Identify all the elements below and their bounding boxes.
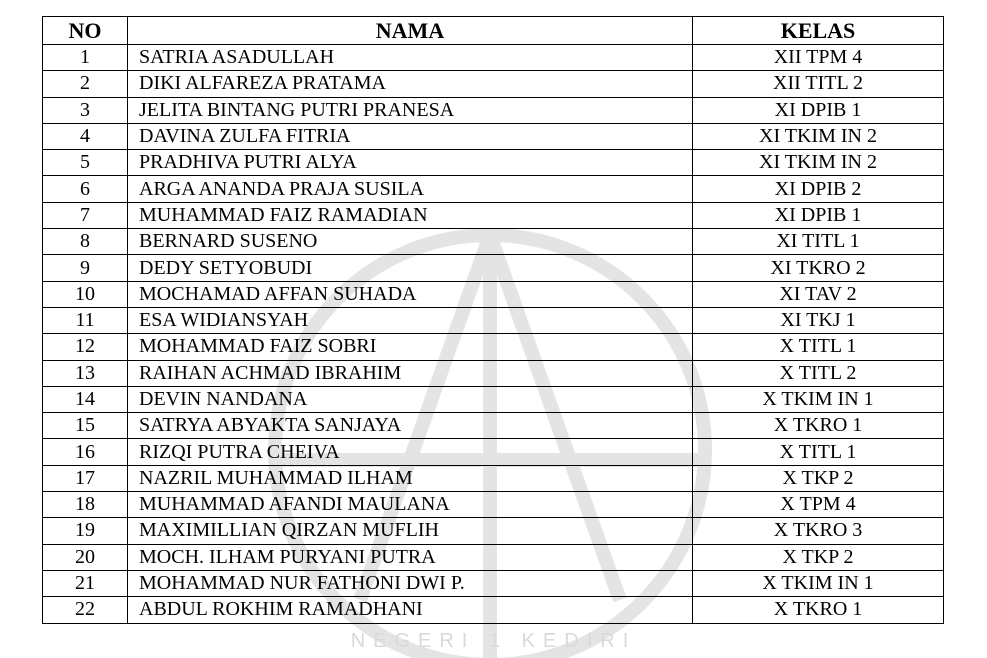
table-row [43, 439, 944, 465]
cell-nama: NAZRIL MUHAMMAD ILHAM [128, 465, 693, 491]
cell-nama: JELITA BINTANG PUTRI PRANESA [128, 97, 693, 123]
cell-nama: RAIHAN ACHMAD IBRAHIM [128, 360, 693, 386]
table-row [43, 413, 944, 439]
cell-kelas: XII TITL 2 [693, 71, 944, 97]
cell-no: 20 [43, 544, 128, 570]
cell-kelas: XII TPM 4 [693, 45, 944, 71]
cell-kelas: X TITL 1 [693, 334, 944, 360]
cell-nama: PRADHIVA PUTRI ALYA [128, 150, 693, 176]
table-row [43, 334, 944, 360]
table-row [43, 465, 944, 491]
cell-kelas: X TKP 2 [693, 544, 944, 570]
cell-kelas: X TPM 4 [693, 492, 944, 518]
header-kelas: KELAS [693, 17, 944, 45]
table-row [43, 71, 944, 97]
table-row [43, 229, 944, 255]
cell-no: 2 [43, 71, 128, 97]
cell-no: 17 [43, 465, 128, 491]
cell-kelas: X TKIM IN 1 [693, 386, 944, 412]
table-row [43, 255, 944, 281]
cell-no: 13 [43, 360, 128, 386]
table-row [43, 150, 944, 176]
table-row [43, 360, 944, 386]
cell-no: 15 [43, 413, 128, 439]
cell-kelas: XI TKIM IN 2 [693, 150, 944, 176]
student-table [42, 16, 944, 624]
table-row [43, 97, 944, 123]
cell-kelas: XI TKJ 1 [693, 307, 944, 333]
table-row [43, 202, 944, 228]
cell-kelas: X TKP 2 [693, 465, 944, 491]
cell-kelas: X TITL 2 [693, 360, 944, 386]
cell-no: 22 [43, 597, 128, 623]
cell-kelas: XI DPIB 1 [693, 202, 944, 228]
cell-no: 19 [43, 518, 128, 544]
cell-kelas: XI TKRO 2 [693, 255, 944, 281]
cell-kelas: XI DPIB 2 [693, 176, 944, 202]
cell-nama: MUHAMMAD FAIZ RAMADIAN [128, 202, 693, 228]
table-header-row [43, 17, 944, 45]
cell-no: 11 [43, 307, 128, 333]
cell-kelas: X TKRO 1 [693, 413, 944, 439]
cell-no: 1 [43, 45, 128, 71]
cell-nama: MOHAMMAD FAIZ SOBRI [128, 334, 693, 360]
cell-kelas: XI DPIB 1 [693, 97, 944, 123]
cell-nama: MOCHAMAD AFFAN SUHADA [128, 281, 693, 307]
table-row [43, 597, 944, 623]
cell-nama: DEDY SETYOBUDI [128, 255, 693, 281]
cell-kelas: X TKRO 1 [693, 597, 944, 623]
cell-nama: RIZQI PUTRA CHEIVA [128, 439, 693, 465]
table-row [43, 307, 944, 333]
cell-nama: MOCH. ILHAM PURYANI PUTRA [128, 544, 693, 570]
cell-kelas: X TKIM IN 1 [693, 570, 944, 596]
table-row [43, 123, 944, 149]
cell-nama: MUHAMMAD AFANDI MAULANA [128, 492, 693, 518]
cell-no: 12 [43, 334, 128, 360]
table-row [43, 176, 944, 202]
cell-no: 5 [43, 150, 128, 176]
cell-nama: MAXIMILLIAN QIRZAN MUFLIH [128, 518, 693, 544]
cell-no: 10 [43, 281, 128, 307]
table-row [43, 492, 944, 518]
cell-nama: DEVIN NANDANA [128, 386, 693, 412]
cell-nama: ESA WIDIANSYAH [128, 307, 693, 333]
cell-nama: SATRIA ASADULLAH [128, 45, 693, 71]
cell-no: 16 [43, 439, 128, 465]
cell-no: 18 [43, 492, 128, 518]
cell-nama: MOHAMMAD NUR FATHONI DWI P. [128, 570, 693, 596]
cell-no: 8 [43, 229, 128, 255]
cell-kelas: X TITL 1 [693, 439, 944, 465]
table-row [43, 544, 944, 570]
cell-no: 3 [43, 97, 128, 123]
cell-no: 4 [43, 123, 128, 149]
cell-kelas: XI TAV 2 [693, 281, 944, 307]
header-no: NO [43, 17, 128, 45]
cell-nama: SATRYA ABYAKTA SANJAYA [128, 413, 693, 439]
table-row [43, 386, 944, 412]
cell-no: 9 [43, 255, 128, 281]
cell-kelas: XI TKIM IN 2 [693, 123, 944, 149]
table-row [43, 570, 944, 596]
cell-nama: DIKI ALFAREZA PRATAMA [128, 71, 693, 97]
cell-no: 7 [43, 202, 128, 228]
table-row [43, 45, 944, 71]
watermark-text: NEGERI 1 KEDIRI [350, 630, 637, 652]
cell-nama: DAVINA ZULFA FITRIA [128, 123, 693, 149]
table-row [43, 518, 944, 544]
cell-kelas: XI TITL 1 [693, 229, 944, 255]
cell-nama: BERNARD SUSENO [128, 229, 693, 255]
cell-no: 6 [43, 176, 128, 202]
cell-kelas: X TKRO 3 [693, 518, 944, 544]
cell-nama: ARGA ANANDA PRAJA SUSILA [128, 176, 693, 202]
table-row [43, 281, 944, 307]
cell-no: 21 [43, 570, 128, 596]
cell-nama: ABDUL ROKHIM RAMADHANI [128, 597, 693, 623]
header-nama: NAMA [128, 17, 693, 45]
cell-no: 14 [43, 386, 128, 412]
